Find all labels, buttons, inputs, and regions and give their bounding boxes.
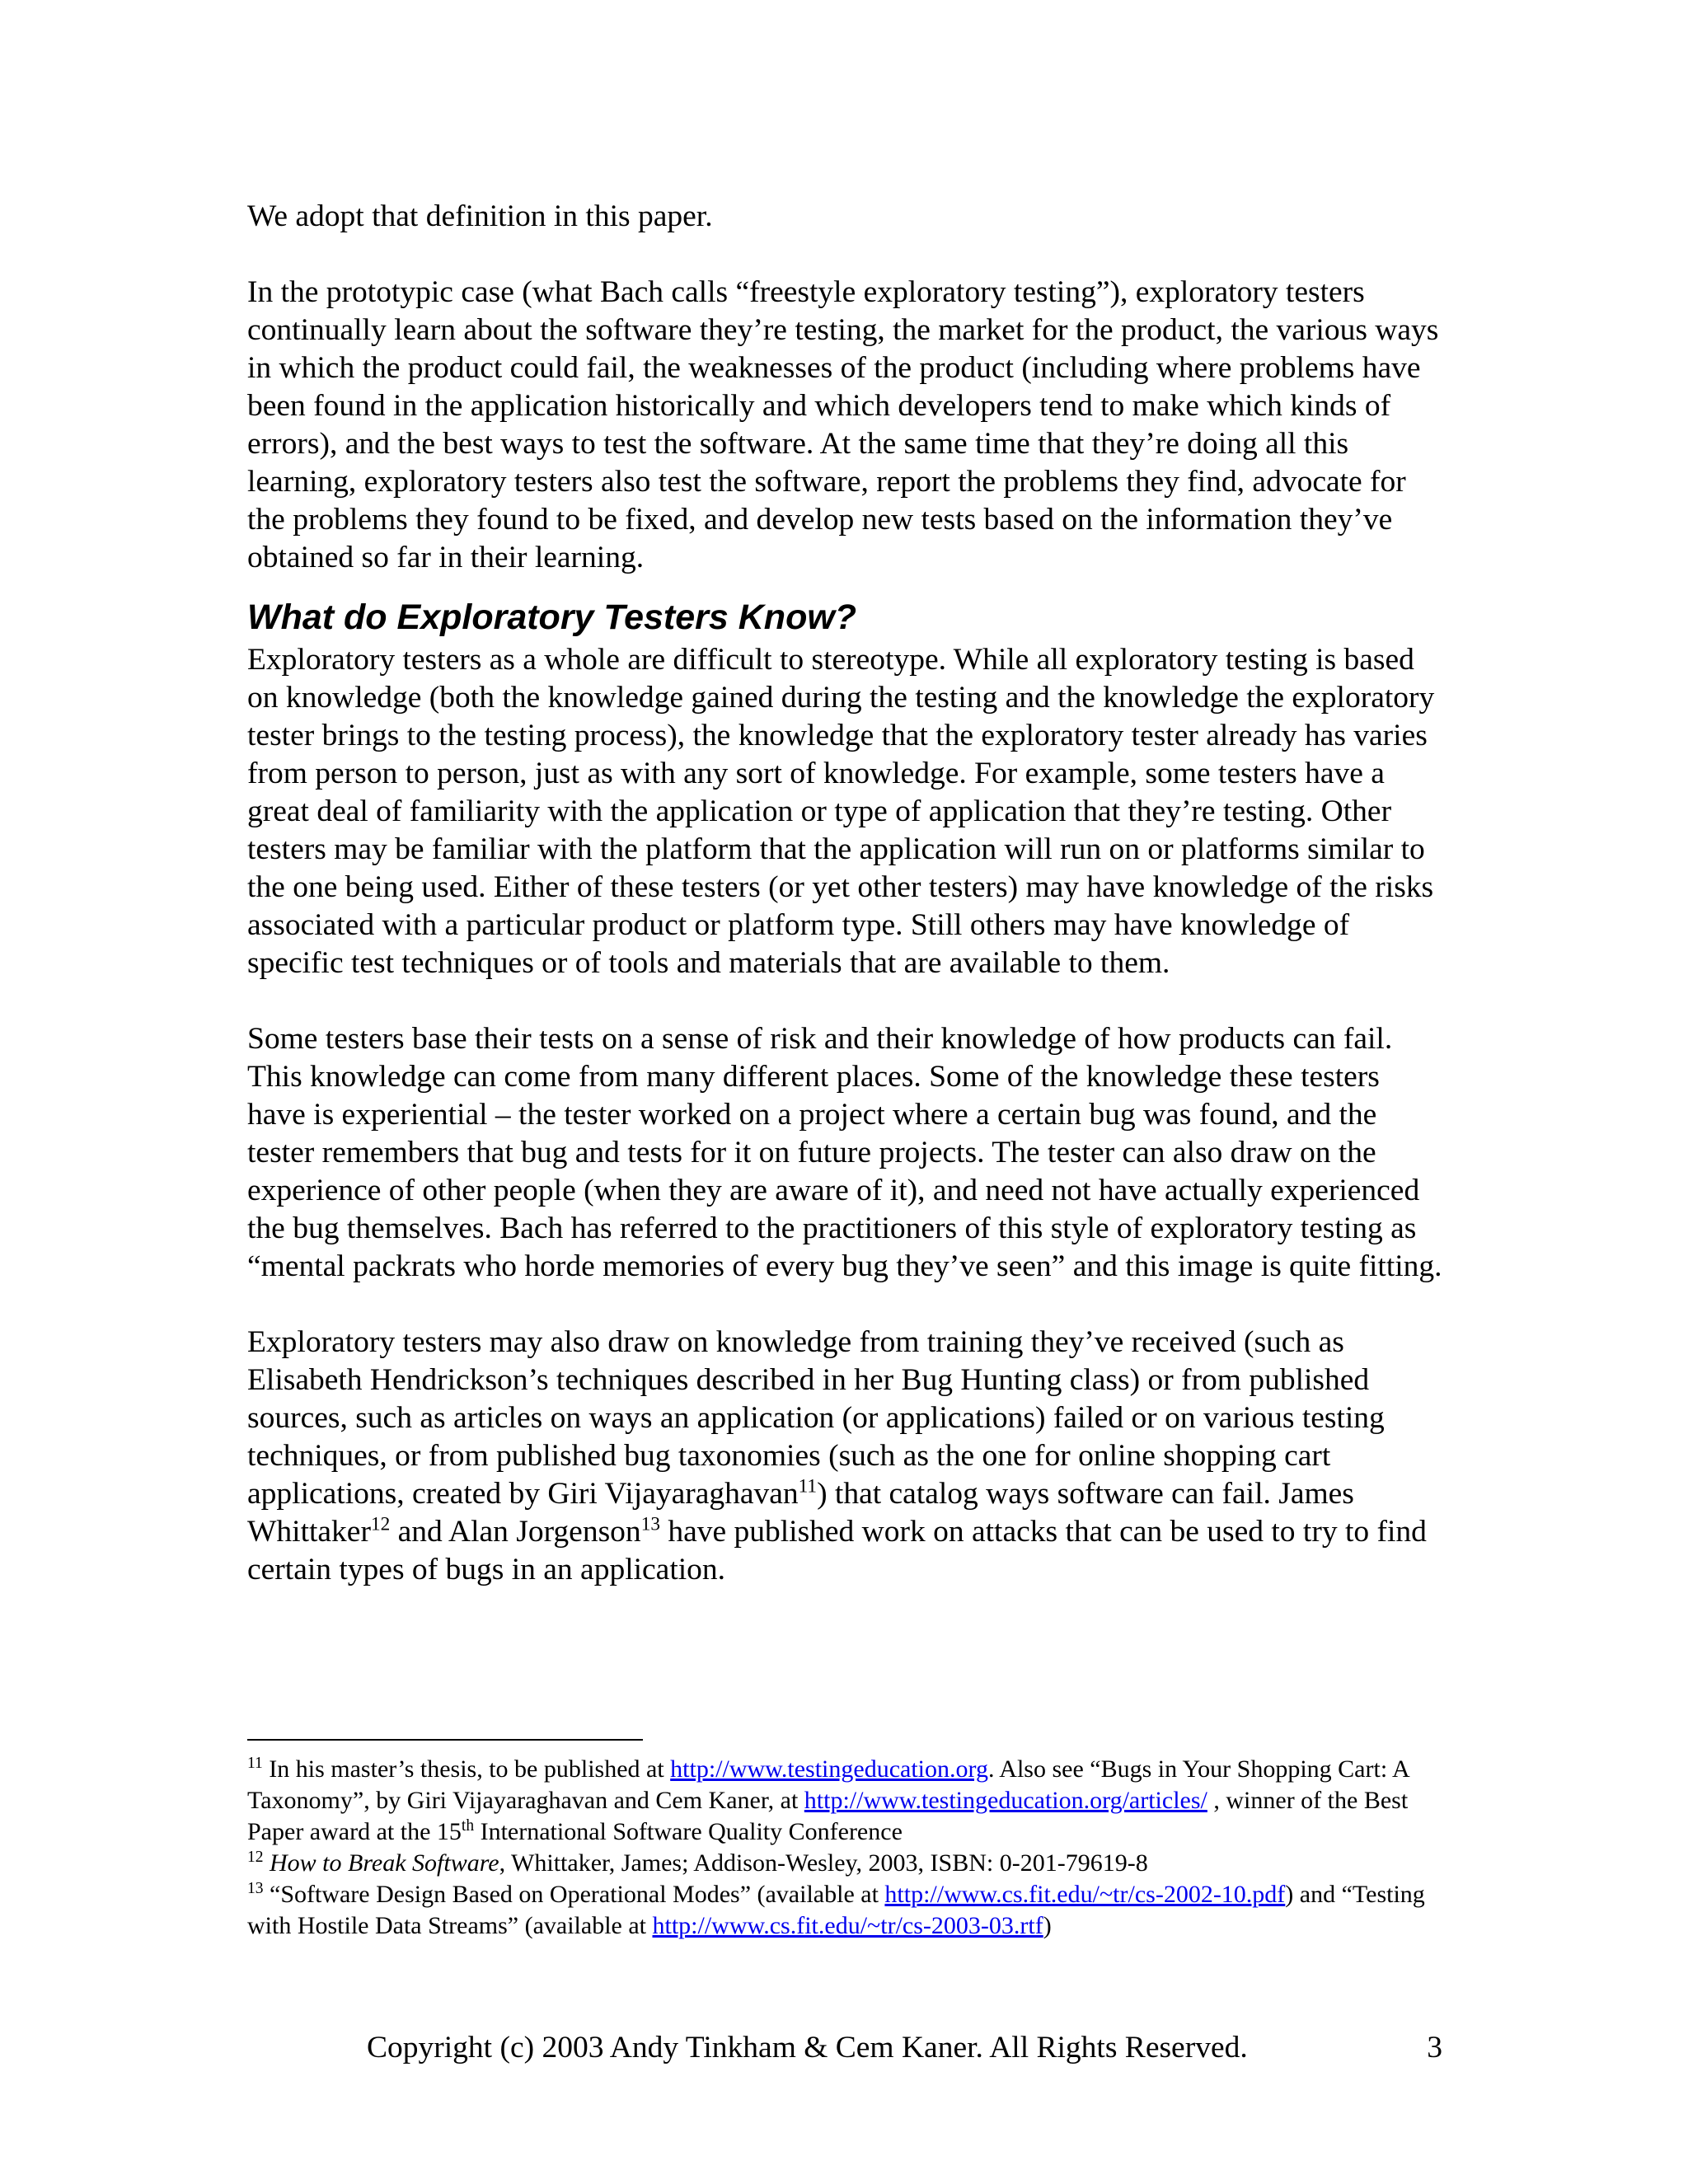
training-text-3: and Alan Jorgenson	[390, 1515, 641, 1549]
training-text-1: Exploratory testers may also draw on knowledge from training they’ve received (such as Elisabeth Hendrickson’s techniques described in her Bug Hunting class) or from published sources, such as articles on ways an application (or applications) failed or on various testing techniques, or from published bug taxonomies (such as the one for online shopping cart applications, created by Giri Vijayaraghavan	[247, 1325, 1385, 1511]
cs-2002-10-pdf-link[interactable]: http://www.cs.fit.edu/~tr/cs-2002-10.pdf	[884, 1881, 1286, 1908]
footnote-ref-12[interactable]: 12	[370, 1513, 391, 1535]
training-text-4: have published work on attacks that can be used to try to find certain types of bugs in an application.	[247, 1515, 1427, 1586]
training-paragraph	[247, 1324, 1442, 1589]
footnote-11-text-4: International Software Quality Conference	[474, 1818, 903, 1845]
footnote-12	[247, 1848, 1442, 1879]
footnote-12-book-title: How to Break Software	[270, 1849, 499, 1877]
footnote-13-text-1: “Software Design Based on Operational Modes” (available at	[263, 1881, 885, 1908]
knowledge-paragraph: Exploratory testers as a whole are difficult to stereotype. While all exploratory testing is based on knowledge (both the knowledge gained during the testing and the knowledge the exploratory tester brings to the testing process), the knowledge that the exploratory tester already has varies from person to person, just as with any sort of knowledge. For example, some testers have a great deal of familiarity with the application or type of application that they’re testing. Other testers may be familiar with the platform that the application will run on or platforms similar to the one being used. Either of these testers (or yet other testers) may have knowledge of the risks associated with a particular product or platform type. Still others may have knowledge of specific test techniques or of tools and materials that are available to them.	[247, 643, 1435, 980]
footnote-11	[247, 1754, 1442, 1848]
testingeducation-articles-link[interactable]: http://www.testingeducation.org/articles/	[804, 1787, 1207, 1814]
footnote-ref-13[interactable]: 13	[640, 1513, 660, 1535]
prototypic-paragraph: In the prototypic case (what Bach calls “freestyle exploratory testing”), exploratory testers continually learn about the software they’re testing, the market for the product, the various ways in which the product could fail, the weaknesses of the product (including where problems have been found in the application historically and which developers tend to make which kinds of errors), and the best ways to test the software. At the same time that they’re doing all this learning, exploratory testers also test the software, report the problems they find, advocate for the problems they found to be fixed, and develop new tests based on the information they’ve obtained so far in their learning.	[247, 275, 1439, 574]
footnote-divider	[247, 1739, 643, 1741]
footnote-ref-11[interactable]: 11	[798, 1475, 818, 1497]
footnote-12-text: , Whittaker, James; Addison-Wesley, 2003, ISBN: 0-201-79619-8	[499, 1849, 1148, 1877]
footnote-13	[247, 1879, 1442, 1942]
body-text	[247, 198, 1442, 1589]
page-number: 3	[1427, 2031, 1442, 2064]
footnote-number-13: 13	[247, 1880, 264, 1897]
cs-2003-03-rtf-link[interactable]: http://www.cs.fit.edu/~tr/cs-2003-03.rtf	[652, 1912, 1043, 1939]
footnotes	[247, 1754, 1442, 1942]
risk-paragraph: Some testers base their tests on a sense of risk and their knowledge of how products can fail. This knowledge can come from many different places. Some of the knowledge these testers have is experiential – the tester worked on a project where a certain bug was found, and the tester remembers that bug and tests for it on future projects. The tester can also draw on the experience of other people (when they are aware of it), and need not have actually experienced the bug themselves. Bach has referred to the practitioners of this style of exploratory testing as “mental packrats who horde memories of every bug they’ve seen” and this image is quite fitting.	[247, 1022, 1442, 1283]
footnote-11-ordinal: th	[461, 1817, 475, 1835]
training-text-2: ) that catalog ways software can fail. James Whittaker	[247, 1477, 1354, 1549]
footnote-11-text-3: , winner of the Best Paper award at the 15	[247, 1787, 1409, 1845]
footnote-13-text-3: )	[1043, 1912, 1052, 1939]
footnote-13-text-2: ) and “Testing with Hostile Data Streams” (available at	[247, 1881, 1425, 1939]
intro-paragraph: We adopt that definition in this paper.	[247, 199, 713, 233]
footnote-number-12: 12	[247, 1849, 264, 1866]
copyright-notice: Copyright (c) 2003 Andy Tinkham & Cem Kaner. All Rights Reserved.	[367, 2031, 1248, 2064]
footnote-11-text-2: . Also see “Bugs in Your Shopping Cart: A Taxonomy”, by Giri Vijayaraghavan and Cem Kaner, at	[247, 1755, 1409, 1814]
footnote-number-11: 11	[247, 1755, 263, 1772]
section-heading: What do Exploratory Testers Know?	[247, 598, 857, 637]
testingeducation-link[interactable]: http://www.testingeducation.org	[670, 1755, 988, 1783]
footnote-11-text-1: In his master’s thesis, to be published at	[262, 1755, 671, 1783]
